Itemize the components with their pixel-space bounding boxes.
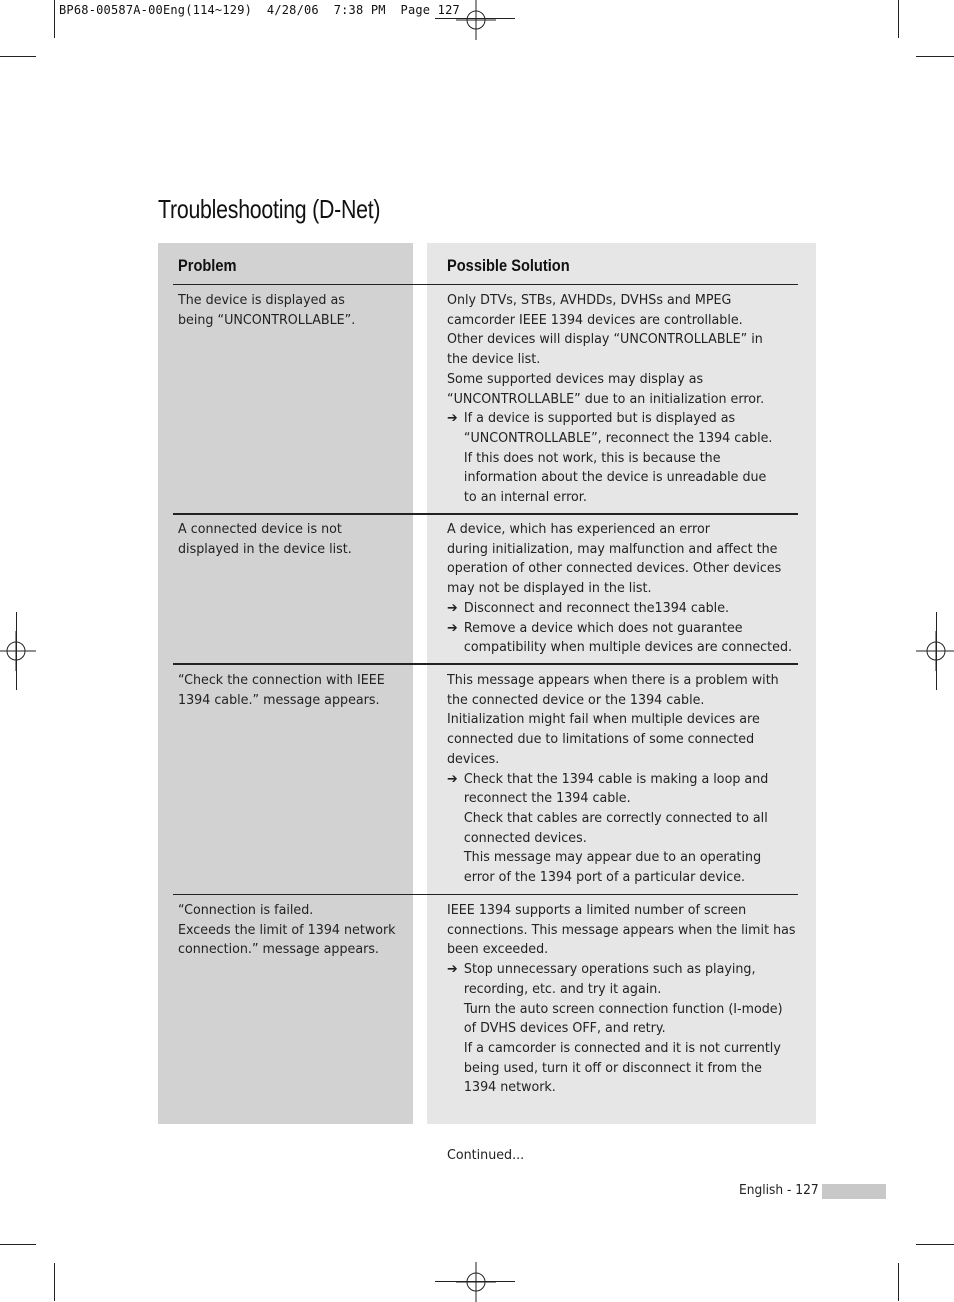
table-row-problem (178, 291, 404, 330)
crop-mark (16, 612, 17, 690)
solution-step: ➔ Disconnect and reconnect the1394 cable. (447, 599, 797, 619)
solution-step: ➔ Stop unnecessary operations such as playing, (447, 960, 797, 980)
solution-step: ➔ Check that the 1394 cable is making a loop and (447, 770, 797, 790)
solution-line: the connected device or the 1394 cable. (447, 691, 705, 708)
arrow-icon: ➔ (447, 410, 458, 427)
registration-mark-icon (0, 631, 36, 671)
solution-line: Other devices will display “UNCONTROLLABLE” in (447, 331, 763, 348)
solution-line: A device, which has experienced an error (447, 521, 710, 537)
problem-line: “Check the connection with IEEE (178, 672, 385, 688)
header-divider (173, 284, 798, 285)
solution-line: Some supported devices may display as (447, 370, 704, 387)
arrow-icon: ➔ (447, 770, 458, 787)
solution-line: connected due to limitations of some connected (447, 731, 755, 748)
problem-line: being “UNCONTROLLABLE”. (178, 311, 356, 328)
solution-line: the device list. (447, 351, 541, 368)
crop-mark (898, 0, 899, 38)
solution-line: connected devices. (463, 829, 587, 846)
problem-line: displayed in the device list. (178, 540, 352, 557)
solution-line: If a camcorder is connected and it is not currently (463, 1039, 781, 1056)
problem-line: 1394 cable.” message appears. (178, 691, 380, 708)
solution-header: Possible Solution (447, 256, 570, 275)
solution-line: been exceeded. (447, 941, 549, 958)
solution-line: of DVHS devices OFF, and retry. (463, 1020, 666, 1037)
solution-line: camcorder IEEE 1394 devices are controllable. (447, 311, 743, 328)
solution-line: “UNCONTROLLABLE” due to an initialization error. (447, 390, 765, 407)
solution-line: recording, etc. and try it again. (463, 980, 662, 997)
continued-note: Continued... (447, 1147, 525, 1163)
solution-line: compatibility when multiple devices are connected. (463, 639, 793, 656)
solution-line: information about the device is unreadable due (463, 469, 767, 486)
solution-line: devices. (447, 750, 500, 767)
crop-mark (54, 1263, 55, 1301)
solution-line: IEEE 1394 supports a limited number of screen (447, 902, 747, 918)
solution-line: Turn the auto screen connection function (I-mode) (463, 1000, 783, 1017)
crop-mark (916, 56, 954, 57)
solution-line: being used, turn it off or disconnect it from the (463, 1059, 762, 1076)
page-title: Troubleshooting (D-Net) (158, 194, 381, 224)
solution-line: connections. This message appears when the limit has (447, 921, 796, 938)
problem-line: “Connection is failed. (178, 902, 314, 918)
row-divider (173, 894, 798, 895)
solution-line: to an internal error. (463, 489, 587, 506)
arrow-icon: ➔ (447, 961, 458, 978)
problem-line: A connected device is not (178, 521, 342, 537)
arrow-icon: ➔ (447, 619, 458, 636)
registration-mark-icon (456, 1262, 496, 1302)
row-divider (173, 513, 798, 515)
solution-line: 1394 network. (463, 1079, 556, 1096)
registration-mark-icon (456, 0, 496, 40)
solution-line: This message may appear due to an operating (463, 849, 762, 866)
solution-line: operation of other connected devices. Other devices (447, 560, 782, 577)
solution-line: This message appears when there is a problem with (447, 672, 779, 688)
arrow-icon: ➔ (447, 599, 458, 616)
solution-line: may not be displayed in the list. (447, 580, 652, 597)
table-row-solution (447, 671, 797, 888)
page-number: English - 127 (739, 1183, 819, 1198)
registration-mark-icon (916, 631, 954, 671)
crop-mark (54, 0, 55, 38)
solution-line: during initialization, may malfunction and affect the (447, 540, 778, 557)
solution-line: Check that cables are correctly connected to all (463, 809, 768, 826)
crop-mark (916, 1244, 954, 1245)
problem-line: Exceeds the limit of 1394 network (178, 921, 396, 938)
solution-step: ➔ If a device is supported but is displayed as (447, 409, 797, 429)
solution-line: error of the 1394 port of a particular device. (463, 869, 746, 886)
print-slug: BP68-00587A-00Eng(114~129) 4/28/06 7:38 PM Page 127 (59, 3, 460, 17)
solution-line: If this does not work, this is because the (463, 449, 721, 466)
solution-line: “UNCONTROLLABLE”, reconnect the 1394 cable. (463, 429, 773, 446)
table-row-solution (447, 901, 797, 1098)
crop-mark (0, 1244, 36, 1245)
crop-mark (898, 1263, 899, 1301)
table-row-solution (447, 520, 797, 658)
problem-line: connection.” message appears. (178, 941, 379, 958)
solution-line: Initialization might fail when multiple devices are (447, 711, 760, 728)
crop-mark (936, 612, 937, 690)
solution-step: ➔ Remove a device which does not guarantee (447, 619, 797, 639)
solution-line: Only DTVs, STBs, AVHDDs, DVHSs and MPEG (447, 292, 732, 308)
table-row-problem (178, 901, 404, 960)
problem-header: Problem (178, 256, 237, 275)
row-divider (173, 663, 798, 665)
table-row-problem (178, 671, 404, 710)
page-number-bar (822, 1184, 886, 1199)
crop-mark (0, 56, 36, 57)
problem-line: The device is displayed as (178, 292, 345, 308)
table-row-problem (178, 520, 404, 559)
solution-line: reconnect the 1394 cable. (463, 790, 631, 807)
table-row-solution (447, 291, 797, 508)
